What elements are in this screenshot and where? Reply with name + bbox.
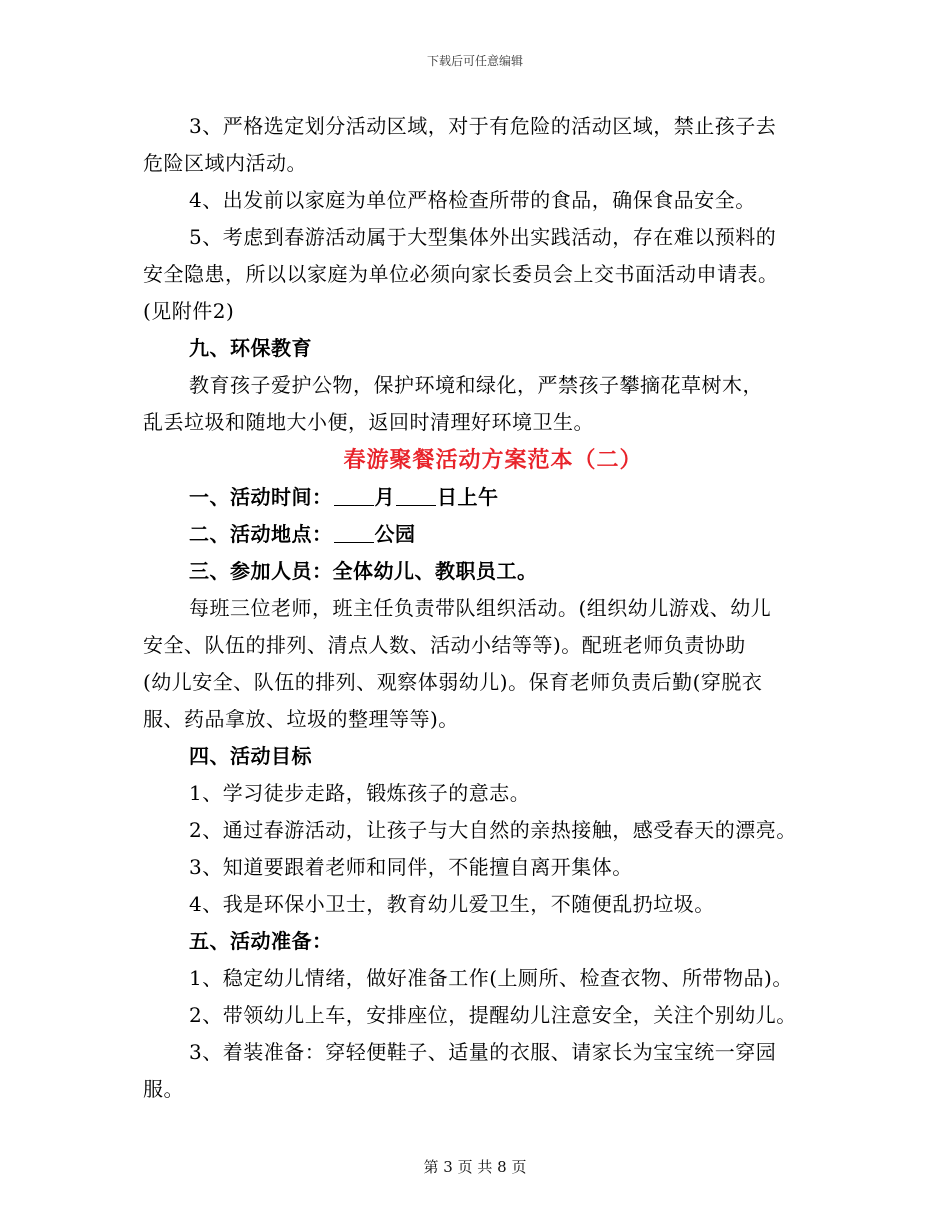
park-label: 公园: [374, 522, 416, 546]
list-item: 4、我是环保小卫士，教育幼儿爱卫生，不随便乱扔垃圾。: [189, 892, 715, 916]
document-body: [143, 108, 823, 1108]
place-label: 二、活动地点：: [189, 522, 333, 546]
section-heading: 四、活动目标: [189, 744, 312, 768]
paragraph-line: 每班三位老师，班主任负责带队组织活动。(组织幼儿游戏、幼儿: [189, 596, 772, 620]
page-footer: 第 3 页 共 8 页: [423, 1158, 527, 1176]
list-item: 1、稳定幼儿情绪，做好准备工作(上厕所、检查衣物、所带物品)。: [189, 966, 793, 990]
paragraph-line: (幼儿安全、队伍的排列、观察体弱幼儿)。保育老师负责后勤(穿脱衣: [143, 670, 763, 694]
list-item: 3、知道要跟着老师和同伴，不能擅自离开集体。: [189, 855, 633, 879]
paragraph-line: 服、药品拿放、垃圾的整理等等)。: [143, 707, 459, 731]
paragraph-line: 服。: [143, 1077, 184, 1101]
activity-place-line: [143, 516, 823, 553]
paragraph-line: 安全、队伍的排列、清点人数、活动小结等等)。配班老师负责协助: [143, 633, 746, 657]
list-item: 2、带领幼儿上车，安排座位，提醒幼儿注意安全，关注个别幼儿。: [189, 1003, 797, 1027]
page-header: 下载后可任意编辑: [426, 54, 523, 68]
list-item: 1、学习徒步走路，锻炼孩子的意志。: [189, 781, 531, 805]
paragraph-line: 5、考虑到春游活动属于大型集体外出实践活动，存在难以预料的: [189, 225, 777, 249]
month-label: 月: [374, 485, 395, 509]
place-blank: [334, 520, 374, 543]
day-blank: [396, 483, 436, 506]
list-item: 2、通过春游活动，让孩子与大自然的亲热接触，感受春天的漂亮。: [189, 818, 797, 842]
list-item: 3、着装准备：穿轻便鞋子、适量的衣服、请家长为宝宝统一穿园: [189, 1040, 777, 1064]
paragraph-line: 安全隐患，所以以家庭为单位必须向家长委员会上交书面活动申请表。: [143, 262, 779, 286]
paragraph-line: 乱丢垃圾和随地大小便，返回时清理好环境卫生。: [143, 410, 594, 434]
paragraph-line: (见附件2): [143, 299, 235, 323]
section-heading: 三、参加人员：全体幼儿、教职员工。: [189, 559, 538, 583]
paragraph-line: 3、严格选定划分活动区域，对于有危险的活动区域，禁止孩子去: [189, 114, 777, 138]
day-label: 日上午: [437, 485, 499, 509]
section-heading: 九、环保教育: [189, 336, 312, 360]
section-heading: 五、活动准备：: [189, 929, 333, 953]
paragraph-line: 教育孩子爱护公物，保护环境和绿化，严禁孩子攀摘花草树木，: [189, 373, 763, 397]
month-blank: [334, 483, 374, 506]
document-title: 春游聚餐活动方案范本（二）: [343, 447, 643, 473]
activity-time-line: [143, 479, 823, 516]
time-label: 一、活动时间：: [189, 485, 333, 509]
paragraph-line: 危险区域内活动。: [143, 151, 307, 175]
paragraph-line: 4、出发前以家庭为单位严格检查所带的食品，确保食品安全。: [189, 188, 756, 212]
